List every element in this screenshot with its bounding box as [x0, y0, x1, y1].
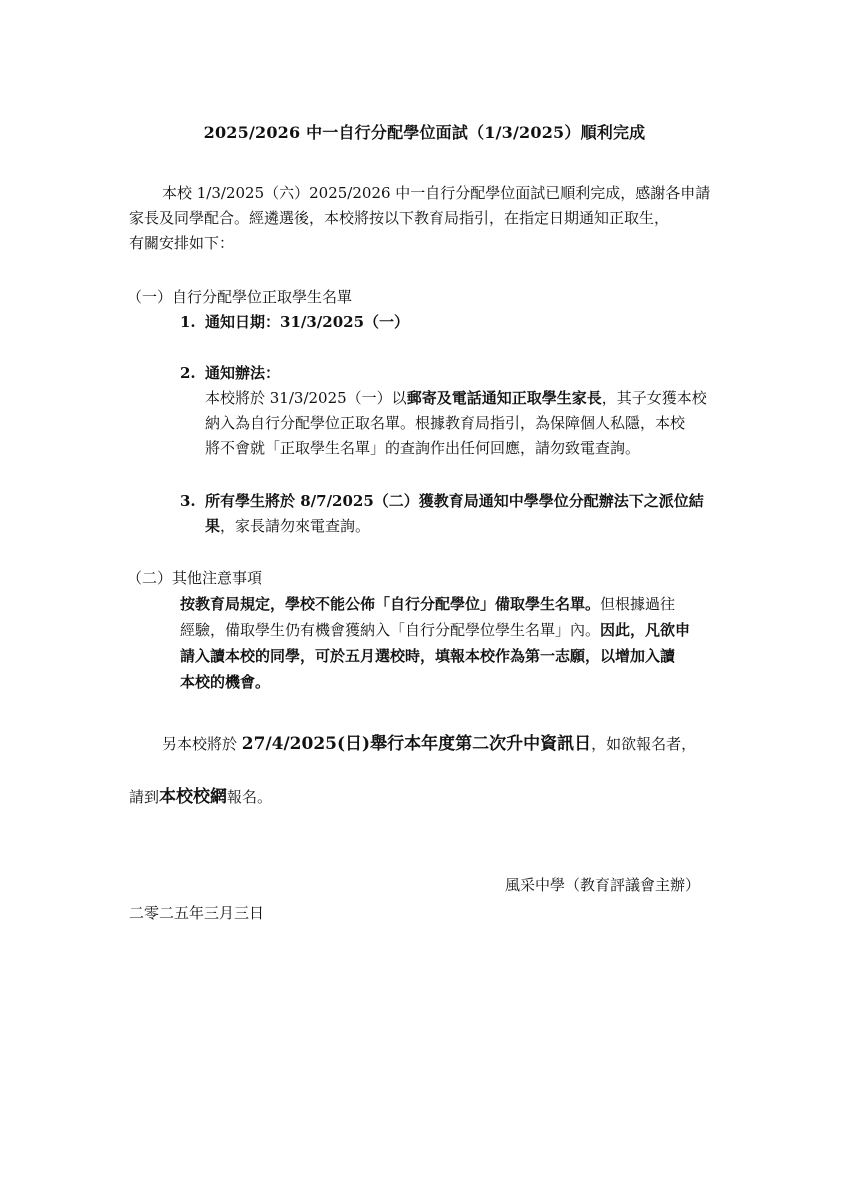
info-day-line-2-post: 報名。: [227, 788, 273, 806]
section-2-line-1-bold: 按教育局規定，學校不能公佈「自行分配學位」備取學生名單。: [180, 595, 601, 613]
item-2-number: 2.: [180, 364, 196, 382]
info-day-highlight: 27/4/2025(日)舉行本年度第二次升中資訊日: [241, 734, 592, 754]
item-1: [180, 310, 409, 334]
item-3-line-1: [180, 489, 704, 513]
item-1-number: 1.: [180, 313, 196, 331]
item-2-heading-text: 通知辦法：: [205, 364, 281, 382]
section-2-line-2-bold: 因此，凡欲申: [600, 621, 691, 639]
info-day-line-2-pre: 請到: [129, 788, 160, 806]
section-1-heading: （一）自行分配學位正取學生名單: [127, 288, 353, 306]
section-2-line-2-text: 經驗，備取學生仍有機會獲納入「自行分配學位學生名單」內。: [180, 621, 601, 639]
document-title: 2025/2026 中一自行分配學位面試（1/3/2025）順利完成: [203, 123, 646, 142]
intro-line-1: 本校 1/3/2025（六）2025/2026 中一自行分配學位面試已順利完成，感謝各申請: [162, 184, 711, 202]
section-2-line-1: [180, 592, 675, 616]
info-day-line-2: [129, 785, 272, 809]
item-2-line-1-pre: 本校將於 31/3/2025（一）以: [205, 389, 407, 407]
info-day-line-1-pre: 另本校將於: [162, 735, 242, 753]
item-3-text: 所有學生將於 8/7/2025（二）獲教育局通知中學學位分配辦法下之派位結: [205, 492, 704, 510]
document-date: 二零二五年三月三日: [129, 904, 265, 922]
school-signature: 風采中學（教育評議會主辦）: [505, 876, 701, 894]
item-3-number: 3.: [180, 492, 196, 510]
item-2-line-1-bold: 郵寄及電話通知正取學生家長: [406, 389, 602, 407]
section-2-line-3: 請入讀本校的同學，可於五月選校時，填報本校作為第一志願，以增加入讀: [180, 647, 676, 665]
item-3-line-2-post: ，家長請勿來電查詢。: [220, 517, 371, 535]
intro-line-2: 家長及同學配合。經遴選後，本校將按以下教育局指引，在指定日期通知正取生，: [129, 209, 670, 227]
item-3-line-2-bold: 果: [205, 517, 221, 535]
section-2-line-4: 本校的機會。: [180, 673, 271, 691]
item-2-heading: [180, 361, 280, 385]
item-2-line-3: 將不會就「正取學生名單」的查詢作出任何回應，請勿致電查詢。: [205, 439, 641, 457]
item-2-line-1-post: ，其子女獲本校: [601, 389, 707, 407]
item-3-line-2: [205, 514, 370, 538]
info-day-line-1: [162, 732, 696, 756]
school-website-link-text: 本校校網: [159, 787, 228, 807]
item-1-text: 通知日期：31/3/2025（一）: [205, 313, 410, 331]
section-2-heading: （二）其他注意事項: [127, 569, 263, 587]
item-2-line-2: 納入為自行分配學位正取名單。根據教育局指引，為保障個人私隱，本校: [205, 414, 686, 432]
item-2-line-1: [205, 386, 707, 410]
info-day-line-1-post: ，如欲報名者，: [591, 735, 697, 753]
section-2-line-1-post: 但根據過往: [600, 595, 676, 613]
section-2-line-2: [180, 618, 690, 642]
intro-line-3: 有關安排如下：: [129, 234, 235, 252]
